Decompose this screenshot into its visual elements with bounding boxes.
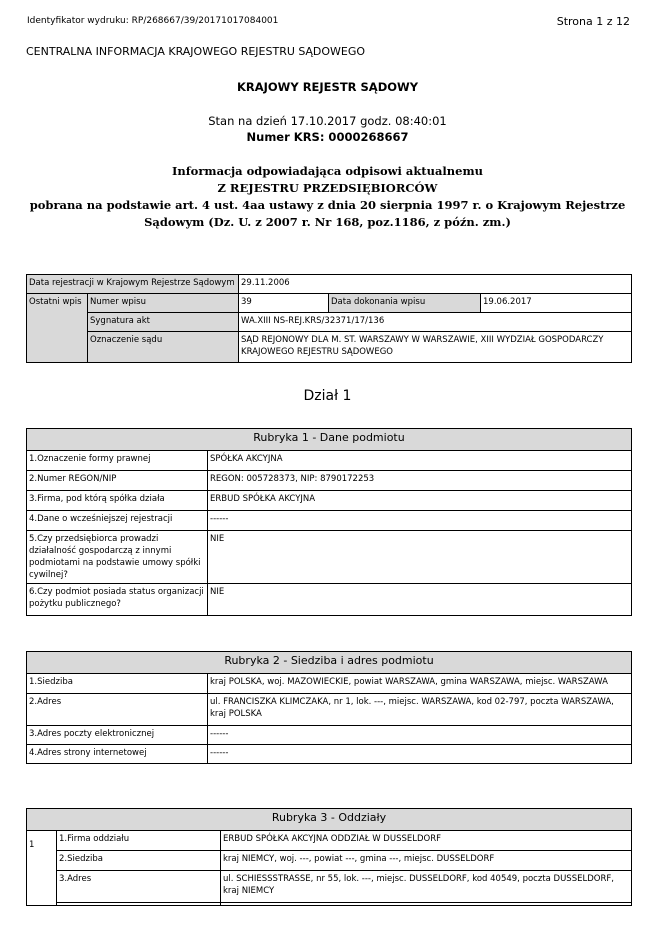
field-value: kraj POLSKA, woj. MAZOWIECKIE, powiat WARSZAWA, gmina WARSZAWA, miejsc. WARSZAWA bbox=[208, 674, 632, 694]
field-label: 3.Adres poczty elektronicznej bbox=[27, 726, 208, 745]
info-line: Informacja odpowiadająca odpisowi aktualnemu bbox=[171, 164, 484, 178]
field-label: 1.Siedziba bbox=[27, 674, 208, 694]
rubryka3-table bbox=[26, 808, 632, 906]
reg-date-label: Data rejestracji w Krajowym Rejestrze Sądowym bbox=[27, 275, 239, 294]
field-value: ------ bbox=[208, 745, 632, 764]
field-label: 1.Oznaczenie formy prawnej bbox=[27, 451, 208, 471]
court-value: SĄD REJONOWY DLA M. ST. WARSZAWY W WARSZAWIE, XIII WYDZIAŁ GOSPODARCZY KRAJOWEGO REJESTRU SĄDOWEGO bbox=[239, 332, 632, 363]
field-value: ul. FRANCISZKA KLIMCZAKA, nr 1, lok. ---, miejsc. WARSZAWA, kod 02-797, poczta WARSZAWA, kraj POLSKA bbox=[208, 694, 632, 726]
field-label: 2.Siedziba bbox=[57, 851, 221, 871]
entry-date-value: 19.06.2017 bbox=[481, 294, 632, 313]
field-label: 3.Firma, pod którą spółka działa bbox=[27, 491, 208, 511]
field-value: NIE bbox=[208, 531, 632, 584]
field-label: 2.Numer REGON/NIP bbox=[27, 471, 208, 491]
field-value: ERBUD SPÓŁKA AKCYJNA bbox=[208, 491, 632, 511]
field-value: ERBUD SPÓŁKA AKCYJNA ODDZIAŁ W DUSSELDORF bbox=[221, 831, 632, 851]
field-label: 4.Adres strony internetowej bbox=[27, 745, 208, 764]
table-spacer bbox=[57, 903, 221, 906]
reg-date-value: 29.11.2006 bbox=[239, 275, 632, 294]
last-entry-label: Ostatni wpis bbox=[27, 294, 88, 363]
entry-date-label: Data dokonania wpisu bbox=[329, 294, 481, 313]
registration-table bbox=[26, 274, 632, 363]
court-label: Oznaczenie sądu bbox=[88, 332, 239, 363]
signature-value: WA.XIII NS-REJ.KRS/32371/17/136 bbox=[239, 313, 632, 332]
field-label: 3.Adres bbox=[57, 871, 221, 903]
rubryka3-title: Rubryka 3 - Oddziały bbox=[27, 809, 632, 831]
field-label: 2.Adres bbox=[27, 694, 208, 726]
field-label: 6.Czy podmiot posiada status organizacji pożytku publicznego? bbox=[27, 584, 208, 616]
rubryka2-table bbox=[26, 651, 632, 764]
field-label: 5.Czy przedsiębiorca prowadzi działalność gospodarczą z innymi podmiotami na podstawie umowy spółki cywilnej? bbox=[27, 531, 208, 584]
info-line: Sądowym (Dz. U. z 2007 r. Nr 168, poz.1186, z późn. zm.) bbox=[144, 215, 511, 229]
info-line: Z REJESTRU PRZEDSIĘBIORCÓW bbox=[217, 181, 438, 195]
field-label: 4.Dane o wcześniejszej rejestracji bbox=[27, 511, 208, 531]
branch-number: 1 bbox=[27, 831, 57, 906]
section-title: Dział 1 bbox=[303, 388, 352, 404]
field-value: ul. SCHIESSSTRASSE, nr 55, lok. ---, miejsc. DUSSELDORF, kod 40549, poczta DUSSELDORF, kraj NIEMCY bbox=[221, 871, 632, 903]
field-value: REGON: 005728373, NIP: 8790172253 bbox=[208, 471, 632, 491]
signature-label: Sygnatura akt bbox=[88, 313, 239, 332]
table-spacer bbox=[221, 903, 632, 906]
rubryka2-title: Rubryka 2 - Siedziba i adres podmiotu bbox=[27, 652, 632, 674]
info-line: pobrana na podstawie art. 4 ust. 4aa ustawy z dnia 20 sierpnia 1997 r. o Krajowym Rejestrze bbox=[29, 198, 626, 212]
status-date: Stan na dzień 17.10.2017 godz. 08:40:01 bbox=[208, 114, 447, 128]
entry-no-label: Numer wpisu bbox=[88, 294, 239, 313]
entry-no-value: 39 bbox=[239, 294, 329, 313]
field-value: SPÓŁKA AKCYJNA bbox=[208, 451, 632, 471]
page-number: Strona 1 z 12 bbox=[556, 15, 630, 28]
field-value: NIE bbox=[208, 584, 632, 616]
org-name: CENTRALNA INFORMACJA KRAJOWEGO REJESTRU SĄDOWEGO bbox=[26, 45, 366, 58]
field-value: ------ bbox=[208, 726, 632, 745]
page-title: KRAJOWY REJESTR SĄDOWY bbox=[236, 80, 419, 94]
rubryka1-title: Rubryka 1 - Dane podmiotu bbox=[27, 429, 632, 451]
krs-number: Numer KRS: 0000268667 bbox=[246, 130, 409, 144]
field-value: ------ bbox=[208, 511, 632, 531]
field-value: kraj NIEMCY, woj. ---, powiat ---, gmina ---, miejsc. DUSSELDORF bbox=[221, 851, 632, 871]
print-identifier: Identyfikator wydruku: RP/268667/39/20171017084001 bbox=[27, 16, 279, 26]
field-label: 1.Firma oddziału bbox=[57, 831, 221, 851]
rubryka1-table bbox=[26, 428, 632, 616]
